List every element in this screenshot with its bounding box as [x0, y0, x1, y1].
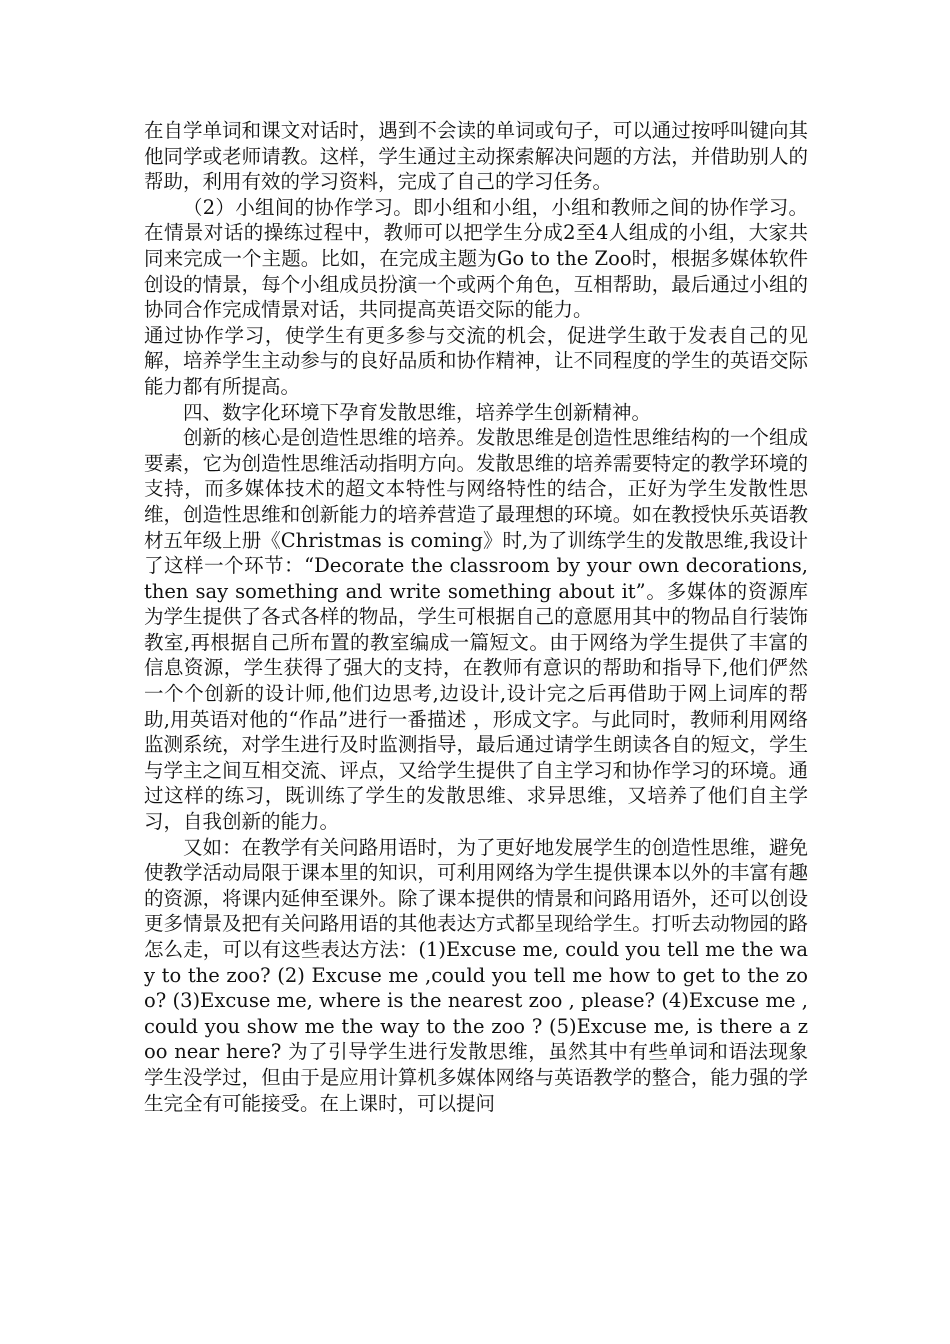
paragraph-group-collaboration: （2）小组间的协作学习。即小组和小组，小组和教师之间的协作学习。在情景对话的操练过程中，教师可以把学生分成2至4人组成的小组，大家共同来完成一个主题。比如，在完成主题为Go to the Zoo时，根据多媒体软件创设的情景，每个小组成员扮演一个或两个角色，互相帮助，最后通过小组的协同合作完成情景对话，共同提高英语交际的能力。 [144, 195, 808, 322]
section-heading-divergent-thinking: 四、数字化环境下孕育发散思维，培养学生创新精神。 [183, 400, 652, 424]
paragraph-collaboration-benefits: 通过协作学习，使学生有更多参与交流的机会，促进学生敢于发表自己的见解，培养学生主动参与的良好品质和协作精神，让不同程度的学生的英语交际能力都有所提高。 [144, 323, 808, 398]
paragraph-creative-thinking: 创新的核心是创造性思维的培养。发散思维是创造性思维结构的一个组成要素，它为创造性思维活动指明方向。发散思维的培养需要特定的教学环境的支持，而多媒体技术的超文本特性与网络特性的结合，正好为学生发散性思维，创造性思维和创新能力的培养营造了最理想的环境。如在教授快乐英语教材五年级上册《Christmas is coming》时,为了训练学生的发散思维,我设计了这样一个环节：“Decorate the classroom by your own decorations, then say something and write something about it”。多媒体的资源库为学生提供了各式各样的物品，学生可根据自己的意愿用其中的物品自行装饰教室,再根据自己所布置的教室编成一篇短文。由于网络为学生提供了丰富的信息资源，学生获得了强大的支持，在教师有意识的帮助和指导下,他们俨然一个个创新的设计师,他们边思考,边设计,设计完之后再借助于网上词库的帮助,用英语对他的“作品”进行一番描述 ，形成文字。与此同时，教师利用网络监测系统，对学生进行及时监测指导，最后通过请学生朗读各自的短文，学生与学主之间互相交流、评点，又给学生提供了自主学习和协作学习的环境。通过这样的练习，既训练了学生的发散思维、求异思维，又培养了他们自主学习，自我创新的能力。 [144, 426, 808, 834]
document-page [144, 118, 808, 1116]
paragraph-self-study: 在自学单词和课文对话时，遇到不会读的单词或句子，可以通过按呼叫键向其他同学或老师请教。这样，学生通过主动探索解决问题的方法，并借助别人的帮助，利用有效的学习资料，完成了自己的学习任务。 [144, 119, 808, 194]
paragraph-asking-directions: 又如：在教学有关问路用语时，为了更好地发展学生的创造性思维，避免使教学活动局限于课本里的知识，可利用网络为学生提供课本以外的丰富有趣的资源，将课内延伸至课外。除了课本提供的情景和问路用语外，还可以创设更多情景及把有关问路用语的其他表达方式都呈现给学生。打听去动物园的路怎么走，可以有这些表达方法：(1)Excuse me, could you tell me the way to the zoo? (2) Excuse me ,could you tell me how to get to the zoo? (3)Excuse me, where is the nearest zoo , please? (4)Excuse me ,could you show me the way to the zoo ? (5)Excuse me, is there a zoo near here? 为了引导学生进行发散思维，虽然其中有些单词和语法现象学生没学过，但由于是应用计算机多媒体网络与英语教学的整合，能力强的学生完全有可能接受。在上课时，可以提问 [144, 835, 808, 1115]
